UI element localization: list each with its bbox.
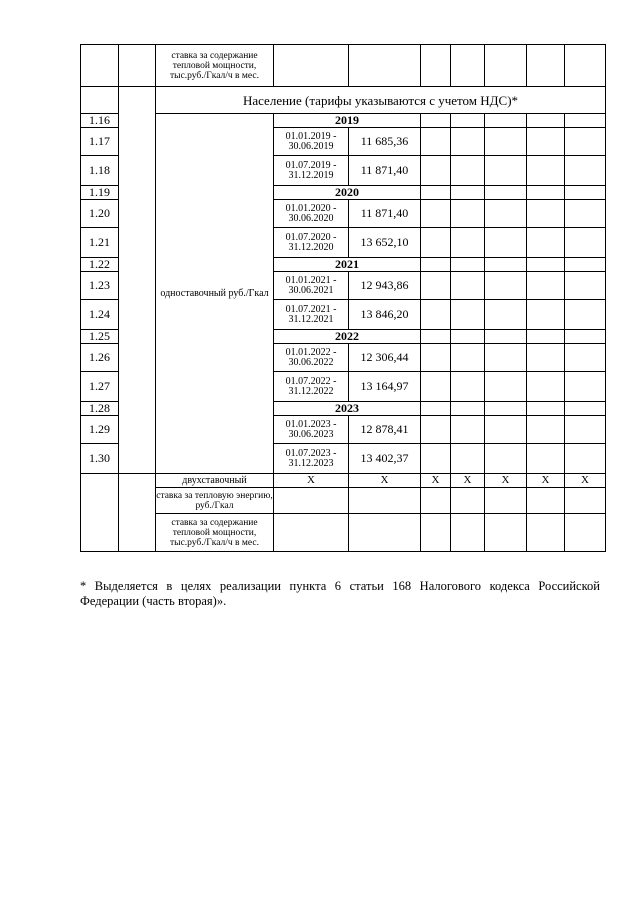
- empty-cell: [451, 228, 485, 258]
- empty-cell: [565, 156, 606, 186]
- tariff-value: 11 871,40: [349, 200, 421, 228]
- empty-cell: [565, 402, 606, 416]
- empty-cell: [274, 45, 349, 87]
- empty-cell: [421, 416, 451, 444]
- empty-cell: [527, 272, 565, 300]
- empty-cell: [274, 488, 349, 514]
- rate-label: ставка за содержание тепловой мощности, тыс.руб./Гкал/ч в мес.: [156, 45, 274, 87]
- empty-cell: [274, 514, 349, 552]
- empty-cell: [527, 228, 565, 258]
- empty-cell: [421, 488, 451, 514]
- empty-cell: [565, 228, 606, 258]
- two-rate-label: двухставочный: [156, 474, 274, 488]
- empty-cell: [421, 228, 451, 258]
- empty-cell: [527, 416, 565, 444]
- table-row: [81, 488, 606, 514]
- section-title: Население (тарифы указываются с учетом НДС)*: [156, 87, 606, 114]
- empty-cell: [485, 128, 527, 156]
- row-number: 1.23: [81, 272, 119, 300]
- empty-cell: [421, 200, 451, 228]
- empty-cell: [527, 186, 565, 200]
- empty-cell: [451, 372, 485, 402]
- empty-cell: [349, 45, 421, 87]
- row-number: 1.19: [81, 186, 119, 200]
- row-number: [81, 87, 119, 114]
- empty-cell: [485, 200, 527, 228]
- x-mark: X: [485, 474, 527, 488]
- empty-cell: [451, 488, 485, 514]
- empty-cell: [421, 258, 451, 272]
- tariff-value: 12 943,86: [349, 272, 421, 300]
- tariff-value: 11 871,40: [349, 156, 421, 186]
- empty-cell: [485, 416, 527, 444]
- period-cell: 01.01.2023 - 30.06.2023: [274, 416, 349, 444]
- row-number: 1.21: [81, 228, 119, 258]
- empty-cell: [565, 114, 606, 128]
- empty-cell: [451, 344, 485, 372]
- empty-cell: [421, 272, 451, 300]
- empty-cell: [421, 372, 451, 402]
- row-number: 1.16: [81, 114, 119, 128]
- row-number: 1.29: [81, 416, 119, 444]
- x-mark: X: [527, 474, 565, 488]
- tariff-value: 12 306,44: [349, 344, 421, 372]
- row-number: 1.22: [81, 258, 119, 272]
- period-cell: 01.01.2019 - 30.06.2019: [274, 128, 349, 156]
- x-mark: X: [274, 474, 349, 488]
- empty-cell: [527, 300, 565, 330]
- tariff-value: 13 652,10: [349, 228, 421, 258]
- empty-cell: [485, 228, 527, 258]
- empty-cell: [485, 514, 527, 552]
- row-number: 1.20: [81, 200, 119, 228]
- empty-cell: [451, 416, 485, 444]
- period-cell: 01.07.2020 - 31.12.2020: [274, 228, 349, 258]
- empty-cell: [565, 258, 606, 272]
- year-label: 2023: [274, 402, 421, 416]
- empty-cell: [565, 444, 606, 474]
- empty-cell: [527, 488, 565, 514]
- empty-cell: [527, 330, 565, 344]
- footnote: * Выделяется в целях реализации пункта 6 статьи 168 Налогового кодекса Российской Федерации (часть вторая)».: [80, 579, 600, 608]
- empty-cell: [451, 186, 485, 200]
- empty-cell: [527, 156, 565, 186]
- empty-cell: [485, 114, 527, 128]
- empty-cell: [451, 444, 485, 474]
- empty-cell: [485, 258, 527, 272]
- empty-cell: [451, 200, 485, 228]
- row-number: 1.26: [81, 344, 119, 372]
- capacity-rate-label: ставка за содержание тепловой мощности, тыс.руб./Гкал/ч в мес.: [156, 514, 274, 552]
- empty-cell: [451, 330, 485, 344]
- empty-cell: [565, 488, 606, 514]
- table-row: [81, 114, 606, 128]
- tariff-table: [80, 44, 606, 552]
- empty-cell: [565, 272, 606, 300]
- table-row: [81, 474, 606, 488]
- empty-cell: [565, 45, 606, 87]
- x-mark: X: [349, 474, 421, 488]
- year-label: 2021: [274, 258, 421, 272]
- period-cell: 01.07.2019 - 31.12.2019: [274, 156, 349, 186]
- empty-cell: [527, 514, 565, 552]
- period-cell: 01.07.2023 - 31.12.2023: [274, 444, 349, 474]
- group-cell: [119, 87, 156, 474]
- empty-cell: [451, 258, 485, 272]
- group-cell: [119, 45, 156, 87]
- row-number: [81, 45, 119, 87]
- tariff-value: 13 846,20: [349, 300, 421, 330]
- empty-cell: [485, 372, 527, 402]
- empty-cell: [565, 330, 606, 344]
- empty-cell: [565, 300, 606, 330]
- x-mark: X: [565, 474, 606, 488]
- empty-cell: [565, 416, 606, 444]
- row-number: 1.17: [81, 128, 119, 156]
- year-label: 2019: [274, 114, 421, 128]
- empty-cell: [421, 402, 451, 416]
- empty-cell: [485, 488, 527, 514]
- table-row: [81, 514, 606, 552]
- period-cell: 01.01.2021 - 30.06.2021: [274, 272, 349, 300]
- empty-cell: [421, 330, 451, 344]
- empty-cell: [527, 114, 565, 128]
- period-cell: 01.01.2020 - 30.06.2020: [274, 200, 349, 228]
- empty-cell: [451, 128, 485, 156]
- single-rate-label: одноставочный руб./Гкал: [156, 114, 274, 474]
- empty-cell: [349, 514, 421, 552]
- row-number: 1.24: [81, 300, 119, 330]
- empty-cell: [451, 300, 485, 330]
- row-number: [81, 474, 119, 552]
- row-number: 1.25: [81, 330, 119, 344]
- empty-cell: [451, 156, 485, 186]
- empty-cell: [565, 344, 606, 372]
- empty-cell: [421, 186, 451, 200]
- empty-cell: [421, 114, 451, 128]
- empty-cell: [421, 344, 451, 372]
- empty-cell: [527, 45, 565, 87]
- empty-cell: [527, 258, 565, 272]
- row-number: 1.30: [81, 444, 119, 474]
- empty-cell: [421, 45, 451, 87]
- empty-cell: [485, 272, 527, 300]
- empty-cell: [565, 514, 606, 552]
- empty-cell: [527, 402, 565, 416]
- period-cell: 01.07.2021 - 31.12.2021: [274, 300, 349, 330]
- empty-cell: [565, 186, 606, 200]
- empty-cell: [527, 128, 565, 156]
- period-cell: 01.07.2022 - 31.12.2022: [274, 372, 349, 402]
- empty-cell: [421, 514, 451, 552]
- table-row: [81, 45, 606, 87]
- tariff-value: 13 164,97: [349, 372, 421, 402]
- empty-cell: [485, 444, 527, 474]
- empty-cell: [421, 444, 451, 474]
- group-cell: [119, 474, 156, 552]
- table-row: [81, 87, 606, 114]
- empty-cell: [349, 488, 421, 514]
- empty-cell: [451, 114, 485, 128]
- empty-cell: [485, 186, 527, 200]
- empty-cell: [527, 444, 565, 474]
- tariff-value: 12 878,41: [349, 416, 421, 444]
- period-cell: 01.01.2022 - 30.06.2022: [274, 344, 349, 372]
- x-mark: X: [421, 474, 451, 488]
- empty-cell: [485, 402, 527, 416]
- empty-cell: [485, 300, 527, 330]
- empty-cell: [421, 128, 451, 156]
- energy-rate-label: ставка за тепловую энергию, руб./Гкал: [156, 488, 274, 514]
- empty-cell: [565, 372, 606, 402]
- empty-cell: [451, 272, 485, 300]
- year-label: 2020: [274, 186, 421, 200]
- row-number: 1.28: [81, 402, 119, 416]
- x-mark: X: [451, 474, 485, 488]
- empty-cell: [421, 300, 451, 330]
- row-number: 1.18: [81, 156, 119, 186]
- year-label: 2022: [274, 330, 421, 344]
- empty-cell: [485, 45, 527, 87]
- empty-cell: [485, 344, 527, 372]
- empty-cell: [451, 514, 485, 552]
- empty-cell: [565, 128, 606, 156]
- empty-cell: [565, 200, 606, 228]
- empty-cell: [485, 156, 527, 186]
- empty-cell: [451, 45, 485, 87]
- tariff-value: 13 402,37: [349, 444, 421, 474]
- row-number: 1.27: [81, 372, 119, 402]
- empty-cell: [421, 156, 451, 186]
- tariff-value: 11 685,36: [349, 128, 421, 156]
- empty-cell: [451, 402, 485, 416]
- empty-cell: [485, 330, 527, 344]
- empty-cell: [527, 344, 565, 372]
- empty-cell: [527, 200, 565, 228]
- empty-cell: [527, 372, 565, 402]
